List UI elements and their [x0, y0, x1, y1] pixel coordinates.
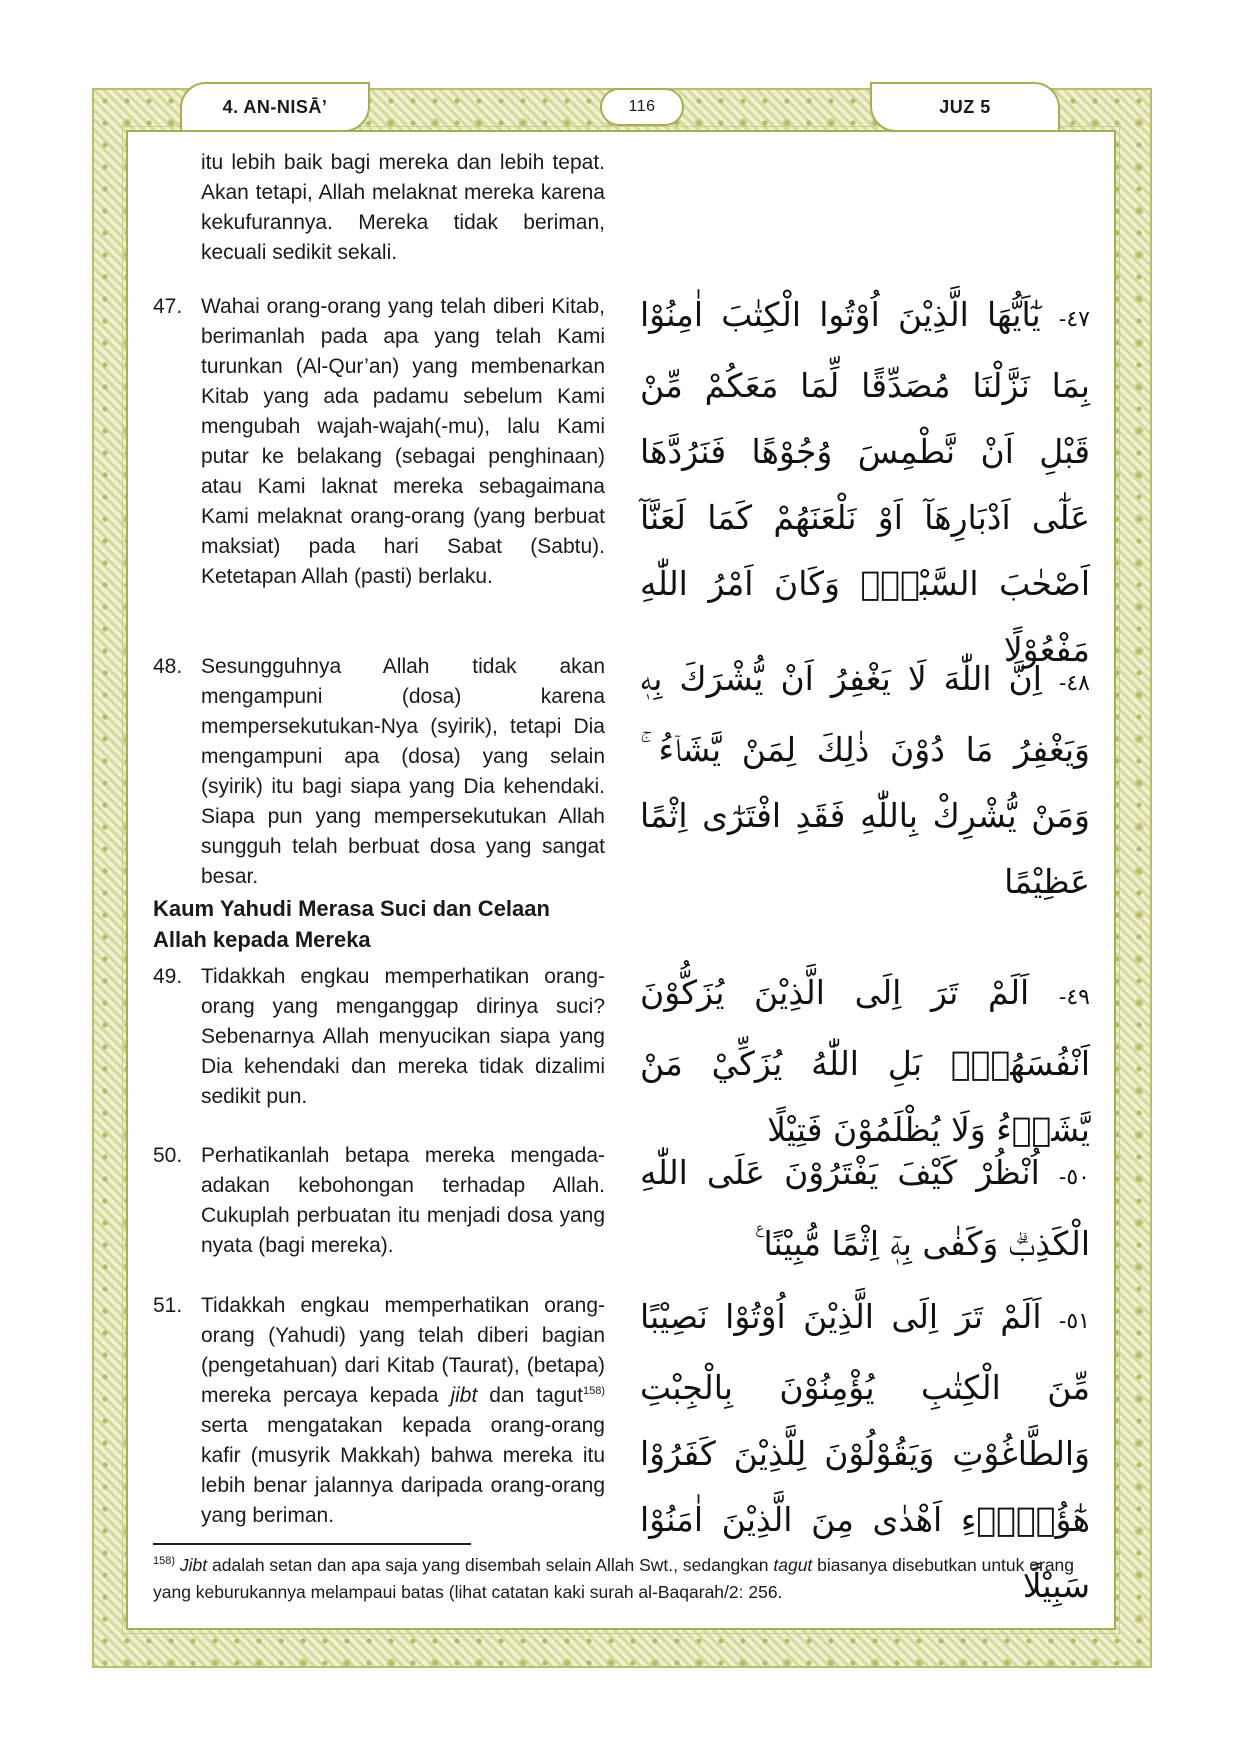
verse-text: Perhatikanlah betapa mereka mengada-adakan kebohongan terhadap Allah. Cukuplah perbuatan itu menjadi dosa yang nyata (bagi mereka).: [201, 1144, 605, 1257]
arabic-text: اَلَمْ تَرَ اِلَى الَّذِيْنَ اُوْتُوْا نَصِيْبًا مِّنَ الْكِتٰبِ يُؤْمِنُوْنَ بِالْجِبْتِ وَالطَّاغُوْتِ وَيَقُوْلُوْنَ لِلَّذِيْنَ كَفَرُوْا هٰٓؤُلَاۤءِ اَهْدٰى مِنَ الَّذِيْنَ اٰمَنُوْا سَبِيْلًا: [640, 1297, 1090, 1605]
jibt-term: jibt: [450, 1384, 478, 1407]
verse-47-translation: [153, 292, 605, 592]
verse-47-arabic: [640, 282, 1090, 683]
arabic-text: اَلَمْ تَرَ اِلَى الَّذِيْنَ يُزَكُّوْنَ اَنْفُسَهُمْۗ بَلِ اللّٰهُ يُزَكِّيْ مَنْ يَّشَاۤءُ وَلَا يُظْلَمُوْنَ فَتِيْلًا: [640, 973, 1090, 1149]
footnote-divider: [153, 1543, 471, 1545]
continuation-text: itu lebih baik bagi mereka dan lebih tepat. Akan tetapi, Allah melaknat mereka karena kekufurannya. Mereka tidak beriman, kecuali sedikit sekali.: [201, 151, 605, 264]
footnote-tagut: tagut: [773, 1555, 813, 1575]
verse-text: [201, 1291, 605, 1531]
verse-number: 51.: [153, 1294, 183, 1317]
footnote-text: adalah setan dan apa saja yang disembah selain Allah Swt., sedangkan: [207, 1555, 774, 1575]
page-number: 116: [600, 88, 684, 126]
arabic-verse-number: ٤٧-: [1058, 307, 1090, 332]
verse-text-part: Tidakkah engkau memperhatikan orang-orang (Yahudi) yang telah diberi bagian (pengetahuan) dari Kitab (Taurat), (betapa) mereka percaya kepada: [201, 1294, 605, 1407]
verse-number: 48.: [153, 655, 183, 678]
footnote-text: biasanya disebutkan untuk orang yang keburukannya melampaui batas (lihat catatan kaki surah al-Baqarah/2: 256.: [153, 1555, 1075, 1602]
verse-number: 47.: [153, 295, 183, 318]
verse-49-translation: [153, 962, 605, 1112]
arabic-verse-number: ٤٩-: [1058, 985, 1090, 1010]
footnote-jibt: Jibt: [179, 1555, 208, 1575]
juz-label: JUZ 5: [870, 82, 1060, 132]
section-heading: Kaum Yahudi Merasa Suci dan Celaan Allah kepada Mereka: [153, 896, 550, 952]
verse-49-arabic: [640, 960, 1090, 1163]
verse-number: 50.: [153, 1144, 183, 1167]
footnote-marker: 158): [153, 1555, 176, 1568]
verse-text: Tidakkah engkau memperhatikan orang-orang yang menganggap dirinya suci? Sebenarnya Allah menyucikan siapa yang Dia kehendaki dan mereka tidak dizalimi sedikit pun.: [201, 965, 605, 1108]
arabic-text: اِنَّ اللّٰهَ لَا يَغْفِرُ اَنْ يُّشْرَكَ بِهٖ وَيَغْفِرُ مَا دُوْنَ ذٰلِكَ لِمَنْ يَّشَاۤءُ ۚ وَمَنْ يُّشْرِكْ بِاللّٰهِ فَقَدِ افْتَرٰٓى اِثْمًا عَظِيْمًا: [640, 659, 1090, 901]
verse-50-arabic: [640, 1140, 1090, 1277]
verse-51-translation: [153, 1291, 605, 1531]
arabic-text: اُنْظُرْ كَيْفَ يَفْتَرُوْنَ عَلَى اللّٰهِ الْكَذِبَۗ وَكَفٰى بِهٖٓ اِثْمًا مُّبِيْنًا ࣖ: [640, 1153, 1090, 1263]
arabic-verse-number: ٥٠-: [1058, 1165, 1090, 1190]
verse-text-part: serta mengatakan kepada orang-orang kafir (musyrik Makkah) bahwa mereka itu lebih benar jalannya daripada orang-orang yang beriman.: [201, 1414, 605, 1527]
verse-text-part: dan tagut: [477, 1384, 583, 1407]
footnote: [153, 1552, 1093, 1606]
verse-48-arabic: [640, 646, 1090, 915]
arabic-text: يٰٓاَيُّهَا الَّذِيْنَ اُوْتُوا الْكِتٰبَ اٰمِنُوْا بِمَا نَزَّلْنَا مُصَدِّقًا لِّمَا مَعَكُمْ مِّنْ قَبْلِ اَنْ نَّطْمِسَ وُجُوْهًا فَنَرُدَّهَا عَلٰٓى اَدْبَارِهَآ اَوْ نَلْعَنَهُمْ كَمَا لَعَنَّآ اَصْحٰبَ السَّبْتِۗ وَكَانَ اَمْرُ اللّٰهِ مَفْعُوْلًا: [640, 295, 1090, 669]
verse-48-translation: [153, 652, 605, 892]
verse-50-translation: [153, 1141, 605, 1261]
arabic-verse-number: ٥١-: [1058, 1309, 1090, 1334]
surah-name-label: 4. AN-NISĀ’: [180, 82, 370, 132]
arabic-verse-number: ٤٨-: [1058, 671, 1090, 696]
verse-text: Wahai orang-orang yang telah diberi Kitab, berimanlah pada apa yang telah Kami turunkan (Al-Qur’an) yang membenarkan Kitab yang ada padamu sebelum Kami mengubah wajah-wajah(-mu), lalu Kami putar ke belakang (sebagai penghinaan) atau Kami laknat mereka sebagaimana Kami melaknat orang-orang (yang berbuat maksiat) pada hari Sabat (Sabtu). Ketetapan Allah (pasti) berlaku.: [201, 295, 605, 588]
footnote-reference[interactable]: 158): [582, 1385, 605, 1397]
verse-number: 49.: [153, 965, 183, 988]
verse-text: Sesungguhnya Allah tidak akan mengampuni (dosa) karena mempersekutukan-Nya (syirik), tetapi Dia mengampuni apa (dosa) yang selain (syirik) itu bagi siapa yang Dia kehendaki. Siapa pun yang mempersekutukan Allah sungguh telah berbuat dosa yang sangat besar.: [201, 655, 605, 888]
